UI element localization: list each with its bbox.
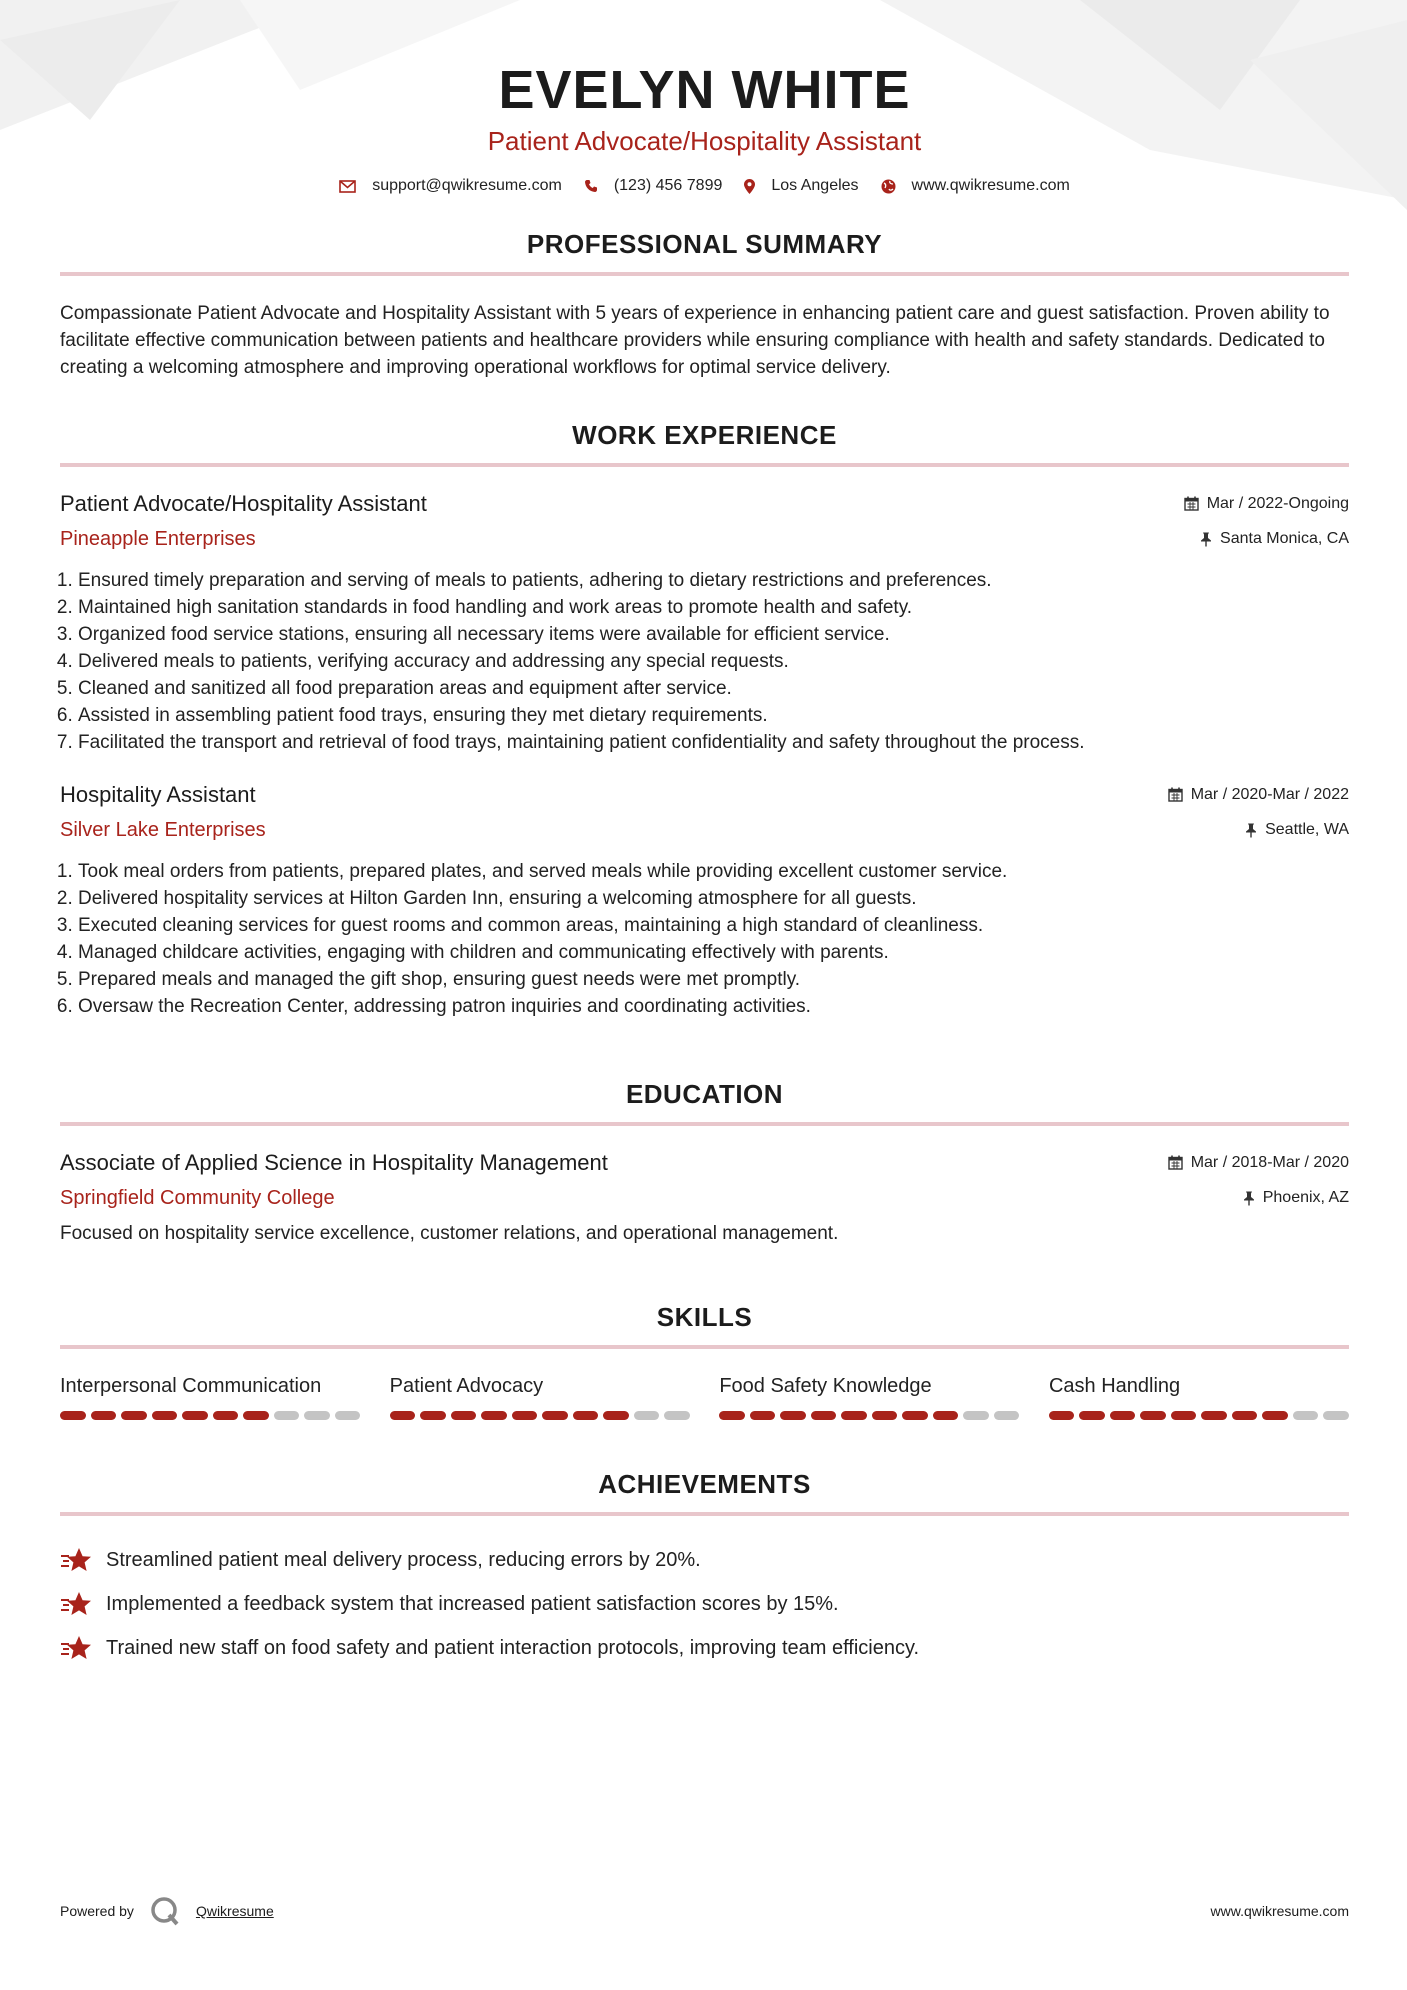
skill-segment-filled [390, 1411, 416, 1420]
skill-segment-filled [1049, 1411, 1075, 1420]
job-dates-text: Mar / 2022-Ongoing [1206, 494, 1349, 512]
skill-item [719, 1373, 1019, 1420]
duty-item: 6. Oversaw the Recreation Center, addressing patron inquiries and coordinating activities. [78, 993, 1349, 1020]
skill-segment-filled [603, 1411, 629, 1420]
skill-segment-filled [719, 1411, 745, 1420]
skill-rating-bar [390, 1411, 690, 1420]
qwikresume-logo-icon [150, 1896, 180, 1926]
job-entry [60, 489, 1349, 756]
job-location-text: Seattle, WA [1265, 821, 1349, 838]
duty-item: 4. Delivered meals to patients, verifying accuracy and addressing any special requests. [78, 648, 1349, 675]
education-description: Focused on hospitality service excellence, customer relations, and operational management. [60, 1223, 839, 1244]
experience-section [60, 419, 1349, 1020]
website-text: www.qwikresume.com [911, 177, 1070, 194]
skill-segment-empty [274, 1411, 300, 1420]
pushpin-icon [1243, 1191, 1255, 1206]
job-duties-list [60, 858, 1349, 1020]
skill-segment-empty [963, 1411, 989, 1420]
skill-item [60, 1373, 360, 1420]
envelope-icon [339, 180, 356, 193]
skill-segment-filled [1262, 1411, 1288, 1420]
resume-header [60, 58, 1349, 196]
powered-by [60, 1896, 274, 1926]
candidate-name: EVELYN WHITE [498, 60, 911, 120]
job-location [1245, 819, 1349, 841]
duty-item: 6. Assisted in assembling patient food trays, ensuring they met dietary requirements. [78, 702, 1349, 729]
skill-segment-empty [634, 1411, 660, 1420]
skill-segment-filled [420, 1411, 446, 1420]
achievements-heading: ACHIEVEMENTS [60, 1468, 1349, 1516]
skill-segment-empty [304, 1411, 330, 1420]
qwikresume-link[interactable]: Qwikresume [195, 1903, 274, 1919]
skills-grid [60, 1373, 1349, 1420]
skill-segment-filled [1171, 1411, 1197, 1420]
skill-segment-filled [1079, 1411, 1105, 1420]
calendar-icon [1184, 496, 1199, 511]
job-entry [60, 780, 1349, 1020]
duty-item: 2. Delivered hospitality services at Hilton Garden Inn, ensuring a welcoming atmosphere for all guests. [78, 885, 1349, 912]
footer-website[interactable]: www.qwikresume.com [1210, 1903, 1349, 1919]
calendar-icon [1168, 787, 1183, 802]
education-dates [1168, 1152, 1349, 1174]
job-role: Hospitality Assistant [60, 782, 256, 807]
education-entry [60, 1148, 1349, 1247]
globe-icon [881, 179, 896, 194]
skill-segment-filled [780, 1411, 806, 1420]
skill-segment-filled [243, 1411, 269, 1420]
duty-item: 3. Executed cleaning services for guest rooms and common areas, maintaining a high standard of cleanliness. [78, 912, 1349, 939]
summary-text: Compassionate Patient Advocate and Hospitality Assistant with 5 years of experience in enhancing patient care and guest satisfaction. Proven ability to facilitate effective communication between patients and healthcare providers while ensuring compliance with health and safety standards. Dedicated to creating a welcoming atmosphere and improving operational workflows for optimal service delivery. [60, 303, 1330, 378]
pushpin-icon [1200, 532, 1212, 547]
candidate-title: Patient Advocate/Hospitality Assistant [487, 126, 922, 156]
achievement-item [60, 1626, 1349, 1670]
duty-item: 2. Maintained high sanitation standards in food handling and work areas to promote health and safety. [78, 594, 1349, 621]
skill-segment-filled [121, 1411, 147, 1420]
skill-segment-empty [664, 1411, 690, 1420]
duty-item: 7. Facilitated the transport and retrieval of food trays, maintaining patient confidentiality and safety throughout the process. [78, 729, 1349, 756]
skill-segment-filled [542, 1411, 568, 1420]
achievement-text: Trained new staff on food safety and patient interaction protocols, improving team efficiency. [106, 1636, 920, 1659]
skill-segment-filled [60, 1411, 86, 1420]
star-icon [60, 1591, 92, 1617]
skill-segment-filled [91, 1411, 117, 1420]
skill-name: Patient Advocacy [389, 1375, 544, 1397]
skill-segment-filled [152, 1411, 178, 1420]
skill-segment-filled [213, 1411, 239, 1420]
education-location [1243, 1187, 1349, 1209]
skill-name: Cash Handling [1048, 1375, 1181, 1397]
skill-segment-filled [182, 1411, 208, 1420]
education-heading: EDUCATION [60, 1078, 1349, 1126]
skill-rating-bar [60, 1411, 360, 1420]
location-text: Los Angeles [771, 177, 859, 194]
skill-segment-filled [1232, 1411, 1258, 1420]
skill-item [1049, 1373, 1349, 1420]
job-role: Patient Advocate/Hospitality Assistant [60, 491, 427, 516]
job-company: Silver Lake Enterprises [60, 819, 266, 841]
star-icon [60, 1635, 92, 1661]
job-location [1200, 528, 1349, 550]
duty-item: 4. Managed childcare activities, engaging with children and communicating effectively with parents. [78, 939, 1349, 966]
skill-name: Food Safety Knowledge [719, 1375, 932, 1397]
skill-segment-filled [451, 1411, 477, 1420]
phone-icon [584, 179, 598, 193]
phone-text: (123) 456 7899 [613, 177, 723, 194]
powered-by-label: Powered by [60, 1903, 134, 1919]
job-dates [1168, 784, 1349, 806]
achievement-item [60, 1538, 1349, 1582]
duty-item: 1. Ensured timely preparation and serving of meals to patients, adhering to dietary restrictions and preferences. [78, 567, 1349, 594]
skill-segment-empty [1293, 1411, 1319, 1420]
experience-heading: WORK EXPERIENCE [60, 419, 1349, 467]
skills-heading: SKILLS [60, 1301, 1349, 1349]
achievement-text: Implemented a feedback system that increased patient satisfaction scores by 15%. [106, 1592, 839, 1615]
job-company: Pineapple Enterprises [60, 528, 256, 550]
skill-segment-filled [933, 1411, 959, 1420]
star-icon [60, 1547, 92, 1573]
job-dates [1184, 493, 1349, 515]
contact-email[interactable] [339, 176, 562, 196]
contact-location [744, 176, 858, 196]
school-name: Springfield Community College [60, 1187, 335, 1209]
achievements-section [60, 1468, 1349, 1670]
contact-bar [60, 176, 1349, 196]
skill-segment-filled [1110, 1411, 1136, 1420]
skill-segment-filled [573, 1411, 599, 1420]
job-duties-list [60, 567, 1349, 756]
skill-segment-filled [902, 1411, 928, 1420]
skill-segment-empty [335, 1411, 361, 1420]
summary-section [60, 228, 1349, 381]
skill-segment-filled [512, 1411, 538, 1420]
duty-item: 1. Took meal orders from patients, prepared plates, and served meals while providing excellent customer service. [78, 858, 1349, 885]
contact-phone[interactable] [584, 176, 723, 196]
pushpin-icon [1245, 823, 1257, 838]
duty-item: 5. Prepared meals and managed the gift shop, ensuring guest needs were met promptly. [78, 966, 1349, 993]
degree-title: Associate of Applied Science in Hospitality Management [60, 1150, 608, 1175]
job-location-text: Santa Monica, CA [1220, 530, 1349, 547]
duty-item: 3. Organized food service stations, ensuring all necessary items were available for efficient service. [78, 621, 1349, 648]
skill-segment-filled [841, 1411, 867, 1420]
skill-segment-filled [872, 1411, 898, 1420]
achievement-text: Streamlined patient meal delivery process, reducing errors by 20%. [106, 1548, 701, 1571]
email-text: support@qwikresume.com [372, 177, 562, 194]
skill-segment-empty [994, 1411, 1020, 1420]
skill-segment-filled [1201, 1411, 1227, 1420]
achievement-item [60, 1582, 1349, 1626]
skill-segment-filled [811, 1411, 837, 1420]
resume-page [60, 0, 1349, 1670]
skill-segment-filled [750, 1411, 776, 1420]
skill-segment-empty [1323, 1411, 1349, 1420]
education-dates-text: Mar / 2018-Mar / 2020 [1190, 1153, 1349, 1171]
skill-segment-filled [1140, 1411, 1166, 1420]
education-location-text: Phoenix, AZ [1262, 1189, 1349, 1206]
skills-section [60, 1301, 1349, 1420]
page-footer [60, 1896, 1349, 1926]
skill-segment-filled [481, 1411, 507, 1420]
duty-item: 5. Cleaned and sanitized all food preparation areas and equipment after service. [78, 675, 1349, 702]
map-pin-icon [744, 179, 755, 194]
skill-rating-bar [719, 1411, 1019, 1420]
skill-name: Interpersonal Communication [60, 1375, 322, 1397]
contact-website[interactable] [881, 176, 1070, 196]
calendar-icon [1168, 1155, 1183, 1170]
summary-heading: PROFESSIONAL SUMMARY [60, 228, 1349, 276]
education-section [60, 1078, 1349, 1247]
achievements-list [60, 1538, 1349, 1670]
skill-item [390, 1373, 690, 1420]
skill-rating-bar [1049, 1411, 1349, 1420]
job-dates-text: Mar / 2020-Mar / 2022 [1190, 785, 1349, 803]
